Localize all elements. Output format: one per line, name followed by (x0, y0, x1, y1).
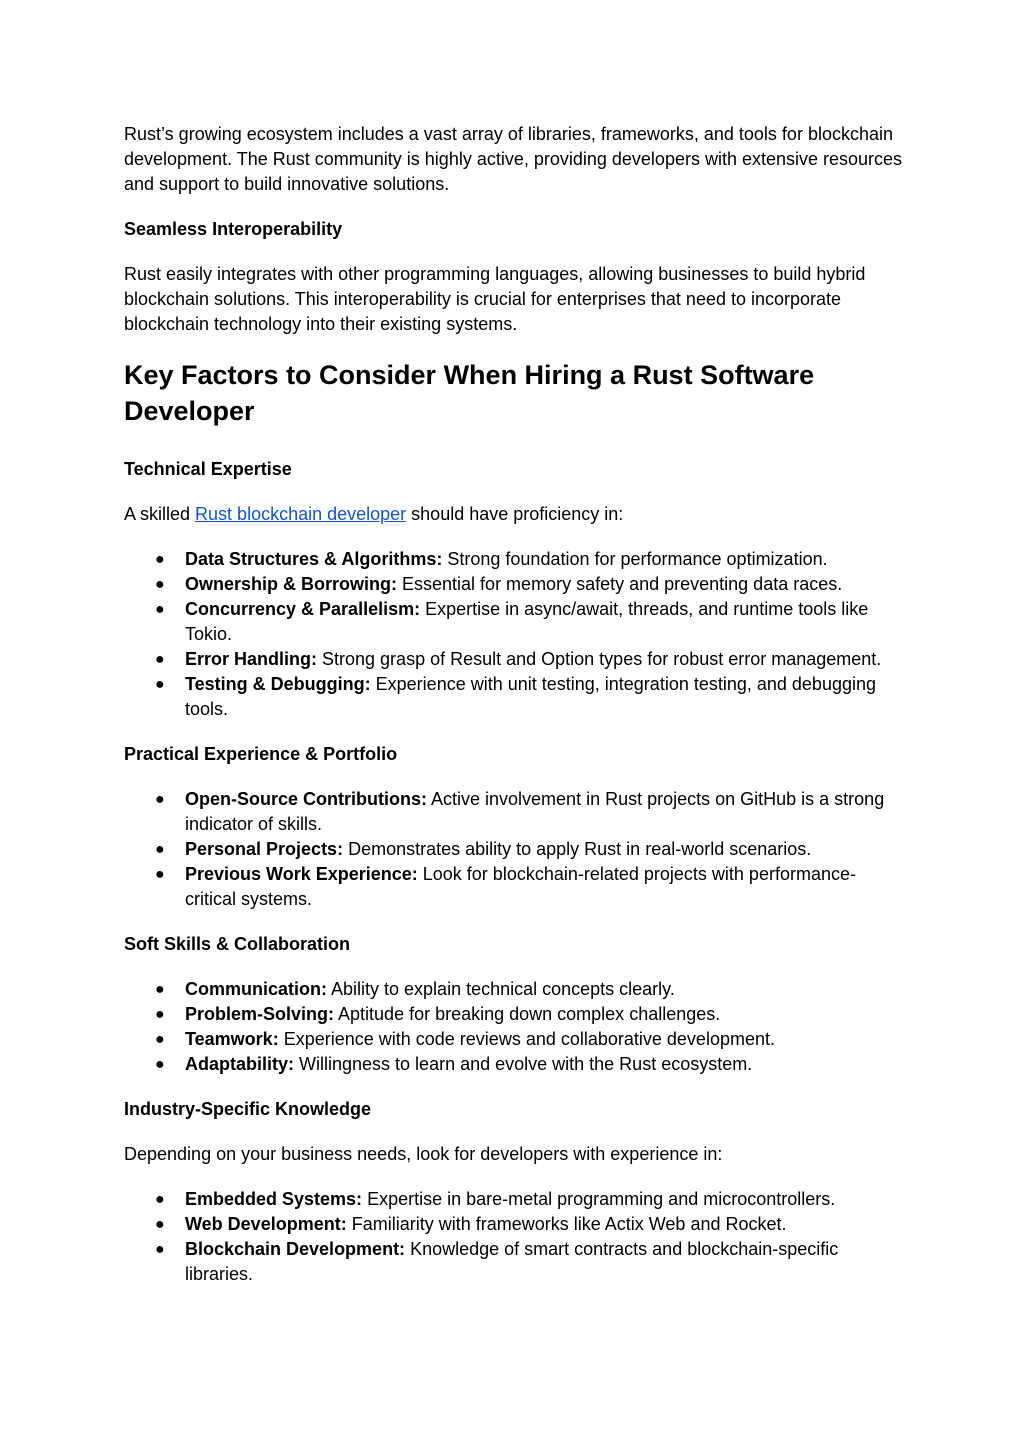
industry-intro: Depending on your business needs, look for developers with experience in: (124, 1144, 723, 1164)
list-item (124, 1002, 904, 1027)
item-desc: Expertise in async/await, threads, and runtime tools like Tokio. (185, 599, 869, 644)
soft-skills-list (124, 977, 904, 1077)
item-term: Embedded Systems: (185, 1189, 363, 1209)
item-desc: Aptitude for breaking down complex challenges. (334, 1004, 721, 1024)
rust-blockchain-developer-link[interactable]: Rust blockchain developer (195, 504, 407, 524)
item-term: Testing & Debugging: (185, 674, 371, 694)
item-desc: Expertise in bare-metal programming and microcontrollers. (362, 1189, 836, 1209)
technical-intro-after: should have proficiency in: (406, 504, 624, 524)
item-term: Data Structures & Algorithms: (185, 549, 443, 569)
bullet-icon: ● (155, 791, 165, 808)
item-term: Adaptability: (185, 1054, 295, 1074)
item-desc: Experience with code reviews and collaborative development. (278, 1029, 775, 1049)
list-item (124, 597, 904, 647)
item-term: Problem-Solving: (185, 1004, 335, 1024)
list-item (124, 862, 904, 912)
bullet-icon: ● (155, 1031, 165, 1048)
practical-heading: Practical Experience & Portfolio (124, 744, 398, 764)
industry-heading: Industry-Specific Knowledge (124, 1099, 372, 1119)
item-desc: Demonstrates ability to apply Rust in real-world scenarios. (343, 839, 812, 859)
technical-list (124, 547, 904, 722)
item-term: Teamwork: (185, 1029, 279, 1049)
soft-skills-heading: Soft Skills & Collaboration (124, 934, 351, 954)
technical-intro (124, 502, 904, 527)
bullet-icon: ● (155, 551, 165, 568)
list-item (124, 572, 904, 597)
item-desc: Strong grasp of Result and Option types for robust error management. (317, 649, 882, 669)
item-term: Concurrency & Parallelism: (185, 599, 421, 619)
bullet-icon: ● (155, 1056, 165, 1073)
list-item (124, 1052, 904, 1077)
industry-list (124, 1187, 904, 1287)
list-item (124, 837, 904, 862)
item-desc: Look for blockchain-related projects with performance-critical systems. (185, 864, 856, 909)
item-desc: Experience with unit testing, integration testing, and debugging tools. (185, 674, 876, 719)
item-desc: Willingness to learn and evolve with the Rust ecosystem. (294, 1054, 753, 1074)
list-item (124, 977, 904, 1002)
bullet-icon: ● (155, 676, 165, 693)
bullet-icon: ● (155, 576, 165, 593)
item-term: Open-Source Contributions: (185, 789, 427, 809)
list-item (124, 1027, 904, 1052)
list-item (124, 672, 904, 722)
document-page (124, 122, 904, 1307)
item-term: Personal Projects: (185, 839, 344, 859)
item-term: Communication: (185, 979, 327, 999)
bullet-icon: ● (155, 1216, 165, 1233)
list-item (124, 547, 904, 572)
item-desc: Ability to explain technical concepts clearly. (327, 979, 675, 999)
list-item (124, 787, 904, 837)
list-item (124, 647, 904, 672)
item-term: Web Development: (185, 1214, 347, 1234)
technical-heading: Technical Expertise (124, 459, 292, 479)
bullet-icon: ● (155, 866, 165, 883)
intro-paragraph: Rust’s growing ecosystem includes a vast array of libraries, frameworks, and tools for blockchain development. The Rust community is highly active, providing developers with extensive resources and support to build innovative solutions. (124, 124, 903, 194)
interop-heading: Seamless Interoperability (124, 219, 343, 239)
interop-paragraph: Rust easily integrates with other programming languages, allowing businesses to build hybrid blockchain solutions. This interoperability is crucial for enterprises that need to incorporate blockchain technology into their existing systems. (124, 264, 866, 334)
item-desc: Strong foundation for performance optimization. (442, 549, 828, 569)
bullet-icon: ● (155, 841, 165, 858)
item-desc: Essential for memory safety and preventing data races. (397, 574, 843, 594)
list-item (124, 1212, 904, 1237)
item-desc: Knowledge of smart contracts and blockchain-specific libraries. (185, 1239, 839, 1284)
bullet-icon: ● (155, 1241, 165, 1258)
technical-intro-before: A skilled (124, 504, 196, 524)
practical-list (124, 787, 904, 912)
item-term: Previous Work Experience: (185, 864, 418, 884)
bullet-icon: ● (155, 1191, 165, 1208)
item-desc: Active involvement in Rust projects on GitHub is a strong indicator of skills. (185, 789, 885, 834)
main-heading: Key Factors to Consider When Hiring a Rust Software Developer (124, 360, 815, 426)
list-item (124, 1237, 904, 1287)
item-term: Blockchain Development: (185, 1239, 406, 1259)
bullet-icon: ● (155, 601, 165, 618)
item-term: Ownership & Borrowing: (185, 574, 398, 594)
bullet-icon: ● (155, 1006, 165, 1023)
item-desc: Familiarity with frameworks like Actix Web and Rocket. (346, 1214, 787, 1234)
item-term: Error Handling: (185, 649, 318, 669)
bullet-icon: ● (155, 981, 165, 998)
list-item (124, 1187, 904, 1212)
bullet-icon: ● (155, 651, 165, 668)
